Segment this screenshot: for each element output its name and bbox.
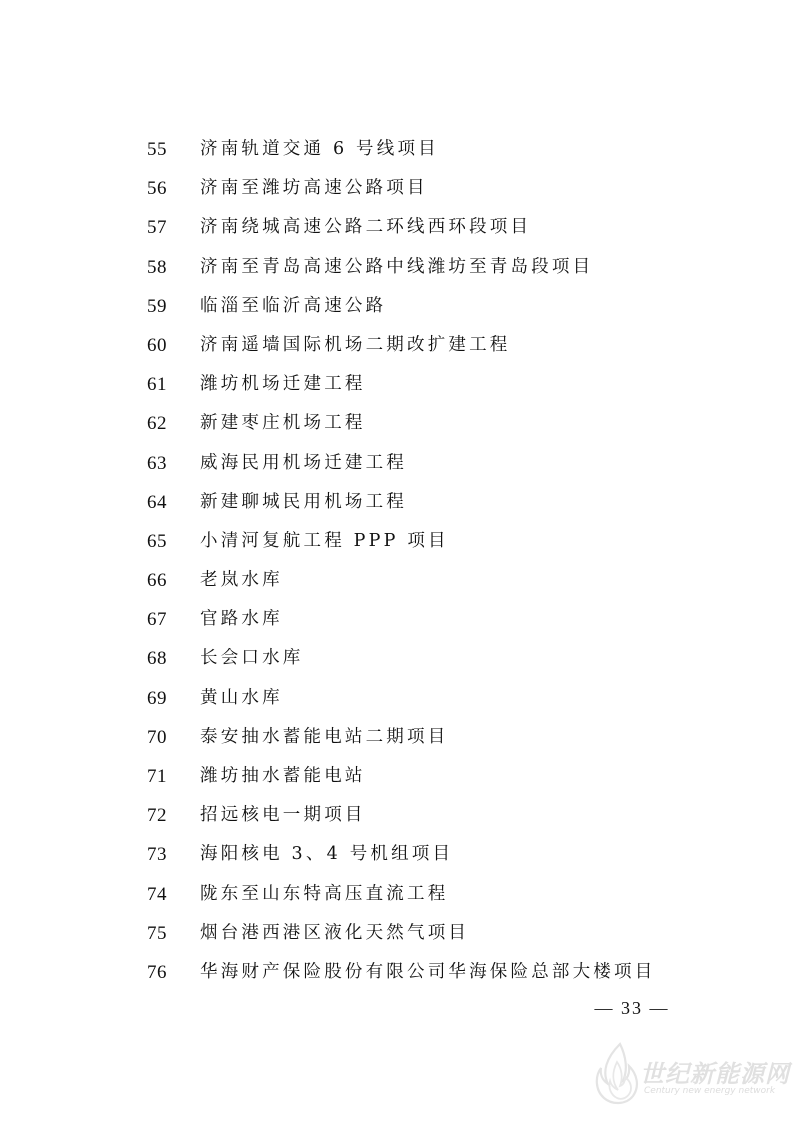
item-text: 华海财产保险股份有限公司华海保险总部大楼项目: [200, 961, 656, 982]
watermark-subtitle: Century new energy network: [644, 1086, 776, 1096]
item-text: 临淄至临沂高速公路: [200, 295, 387, 316]
item-number: 71: [147, 766, 167, 787]
list-item: [0, 718, 793, 757]
list-item: [0, 483, 793, 522]
item-text: 济南至青岛高速公路中线潍坊至青岛段项目: [200, 256, 594, 277]
list-item: [0, 600, 793, 639]
list-item: [0, 757, 793, 796]
item-number: 75: [147, 922, 167, 944]
item-number: 57: [147, 217, 167, 239]
item-number: 56: [147, 178, 167, 200]
item-number: 66: [147, 570, 167, 592]
item-number: 68: [147, 648, 167, 670]
item-text: 长会口水库: [200, 648, 304, 669]
list-item: [0, 444, 793, 483]
list-item: [0, 522, 793, 561]
item-text: 潍坊机场迁建工程: [200, 374, 366, 395]
list-item: [0, 365, 793, 404]
item-text: 济南轨道交通 6 号线项目: [200, 139, 439, 159]
list-item: [0, 208, 793, 247]
item-number: 58: [147, 256, 167, 278]
item-number: 55: [147, 139, 167, 160]
list-item: [0, 953, 793, 992]
item-text: 济南绕城高速公路二环线西环段项目: [200, 217, 532, 238]
item-text: 海阳核电 3、4 号机组项目: [200, 844, 454, 865]
item-text: 济南至潍坊高速公路项目: [200, 178, 428, 199]
list-item: [0, 639, 793, 678]
item-text: 小清河复航工程 PPP 项目: [200, 530, 449, 551]
list-item: [0, 287, 793, 326]
page-number: — 33 —: [594, 998, 670, 1018]
item-number: 64: [147, 491, 167, 513]
item-text: 陇东至山东特高压直流工程: [200, 883, 449, 904]
item-number: 62: [147, 413, 167, 435]
list-item: [0, 561, 793, 600]
flame-logo-icon: [592, 1042, 642, 1108]
list-item: [0, 248, 793, 287]
item-text: 新建聊城民用机场工程: [200, 491, 407, 512]
item-number: 61: [147, 374, 167, 396]
list-item: [0, 796, 793, 835]
item-number: 60: [147, 334, 167, 356]
item-text: 济南遥墙国际机场二期改扩建工程: [200, 334, 511, 355]
item-number: 76: [147, 961, 167, 983]
watermark-title: 世纪新能源网: [640, 1060, 790, 1088]
list-item: [0, 875, 793, 914]
item-text: 潍坊抽水蓄能电站: [200, 766, 366, 786]
list-item: [0, 835, 793, 874]
list-item: [0, 679, 793, 718]
item-number: 63: [147, 452, 167, 474]
list-item: [0, 914, 793, 953]
item-text: 新建枣庄机场工程: [200, 413, 366, 434]
item-number: 59: [147, 295, 167, 317]
watermark: [588, 1040, 788, 1110]
project-list: [0, 130, 793, 992]
item-number: 72: [147, 805, 167, 827]
item-number: 67: [147, 609, 167, 631]
item-number: 70: [147, 726, 167, 748]
item-number: 65: [147, 530, 167, 552]
item-number: 74: [147, 883, 167, 905]
list-item: [0, 404, 793, 443]
item-text: 烟台港西港区液化天然气项目: [200, 922, 470, 943]
item-text: 泰安抽水蓄能电站二期项目: [200, 726, 449, 747]
list-item: [0, 130, 793, 169]
list-item: [0, 326, 793, 365]
list-item: [0, 169, 793, 208]
item-text: 威海民用机场迁建工程: [200, 452, 407, 473]
item-text: 官路水库: [200, 609, 283, 630]
item-number: 69: [147, 687, 167, 709]
item-text: 招远核电一期项目: [200, 805, 366, 826]
item-text: 老岚水库: [200, 570, 283, 591]
item-number: 73: [147, 844, 167, 866]
item-text: 黄山水库: [200, 687, 283, 708]
